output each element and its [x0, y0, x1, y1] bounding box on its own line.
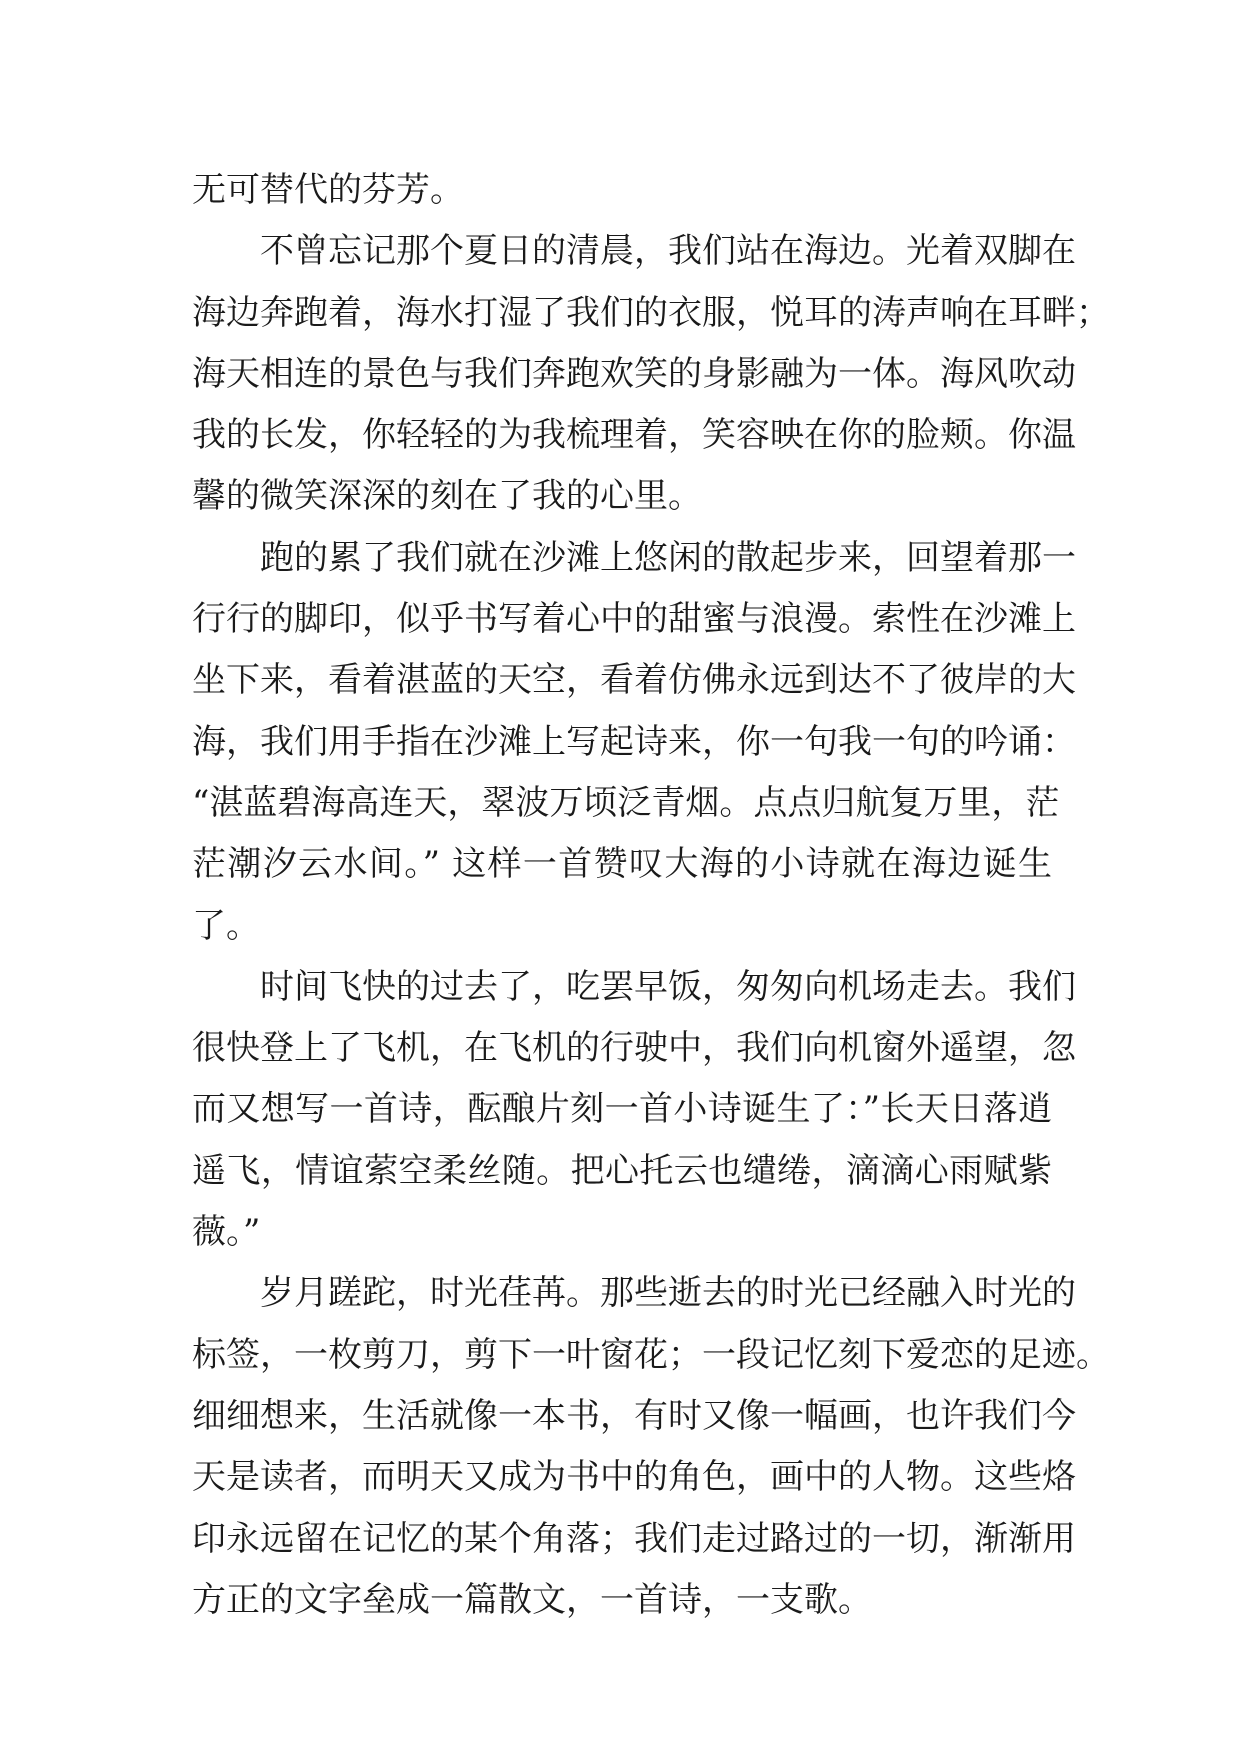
text-line: 不曾忘记那个夏日的清晨，我们站在海边。光着双脚在	[260, 231, 1076, 272]
text-line: 海，我们用手指在沙滩上写起诗来，你一句我一句的吟诵：	[192, 721, 1076, 762]
text-line: 了。	[192, 905, 260, 946]
text-line: 天是读者，而明天又成为书中的角色，画中的人物。这些烙	[192, 1457, 1076, 1498]
text-line: 行行的脚印，似乎书写着心中的甜蜜与浪漫。索性在沙滩上	[192, 599, 1076, 640]
text-line: 岁月蹉跎，时光荏苒。那些逝去的时光已经融入时光的	[260, 1273, 1076, 1314]
text-line: 标签，一枚剪刀，剪下一叶窗花；一段记忆刻下爱恋的足迹。	[192, 1334, 1110, 1375]
text-line: 坐下来，看着湛蓝的天空，看着仿佛永远到达不了彼岸的大	[192, 660, 1076, 701]
paragraph	[192, 1263, 1110, 1631]
text-line: 遥飞，情谊萦空柔丝随。把心托云也缱绻，滴滴心雨赋紫	[192, 1150, 1052, 1191]
text-line: 海边奔跑着，海水打湿了我们的衣服，悦耳的涛声响在耳畔；	[192, 292, 1110, 333]
text-line: 而又想写一首诗，酝酿片刻一首小诗诞生了：”长天日落逍	[192, 1089, 1052, 1130]
text-line: 印永远留在记忆的某个角落；我们走过路过的一切，渐渐用	[192, 1518, 1076, 1559]
paragraph	[192, 221, 1110, 527]
text-line: 馨的微笑深深的刻在了我的心里。	[192, 476, 702, 517]
text-line: “湛蓝碧海高连天，翠波万顷泛青烟。点点归航复万里，茫	[192, 782, 1060, 823]
text-line: 很快登上了飞机，在飞机的行驶中，我们向机窗外遥望，忽	[192, 1028, 1076, 1069]
text-line: 我的长发，你轻轻的为我梳理着，笑容映在你的脸颊。你温	[192, 415, 1076, 456]
text-line: 方正的文字垒成一篇散文，一首诗，一支歌。	[192, 1579, 872, 1620]
paragraph	[192, 160, 1052, 221]
document-body	[192, 160, 1110, 1631]
text-line: 无可替代的芬芳。	[192, 170, 464, 210]
text-line: 时间飞快的过去了，吃罢早饭，匆匆向机场走去。我们	[260, 966, 1076, 1007]
text-line: 海天相连的景色与我们奔跑欢笑的身影融为一体。海风吹动	[192, 353, 1076, 394]
text-line: 细细想来，生活就像一本书，有时又像一幅画，也许我们今	[192, 1395, 1076, 1436]
text-line: 跑的累了我们就在沙滩上悠闲的散起步来，回望着那一	[260, 537, 1076, 578]
paragraph	[192, 957, 1076, 1263]
paragraph	[192, 528, 1076, 957]
text-line: 茫潮汐云水间。” 这样一首赞叹大海的小诗就在海边诞生	[192, 844, 1052, 885]
text-line: 薇。”	[192, 1212, 261, 1253]
